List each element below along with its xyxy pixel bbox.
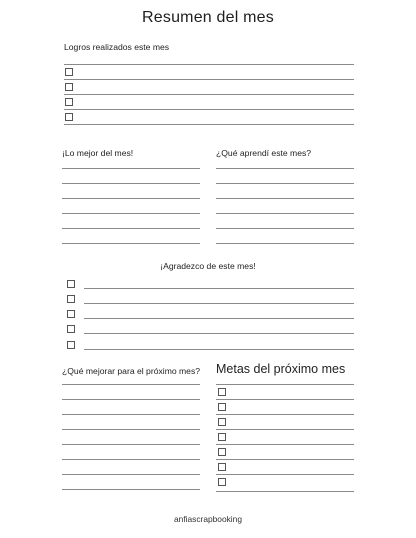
write-line[interactable]: [84, 303, 354, 304]
footer-credit: anfiascrapbooking: [174, 514, 242, 524]
write-line[interactable]: [84, 288, 354, 289]
write-line[interactable]: [62, 429, 200, 430]
write-line[interactable]: [216, 168, 354, 169]
write-line[interactable]: [62, 474, 200, 475]
checkbox[interactable]: [218, 463, 226, 471]
divider-line: [216, 459, 354, 460]
divider-line: [216, 444, 354, 445]
write-line[interactable]: [62, 183, 200, 184]
write-line[interactable]: [62, 243, 200, 244]
divider-line: [64, 64, 354, 65]
section-label-agradezco: ¡Agradezco de este mes!: [160, 261, 256, 271]
checkbox[interactable]: [218, 403, 226, 411]
checkbox[interactable]: [218, 418, 226, 426]
divider-line: [64, 124, 354, 125]
page-title: Resumen del mes: [142, 9, 274, 26]
write-line[interactable]: [62, 414, 200, 415]
write-line[interactable]: [62, 213, 200, 214]
checkbox[interactable]: [218, 388, 226, 396]
write-line[interactable]: [216, 213, 354, 214]
write-line[interactable]: [62, 399, 200, 400]
write-line[interactable]: [216, 243, 354, 244]
checkbox[interactable]: [65, 68, 73, 76]
divider-line: [64, 79, 354, 80]
checkbox[interactable]: [67, 295, 75, 303]
divider-line: [64, 94, 354, 95]
section-label-aprendi: ¿Qué aprendí este mes?: [216, 148, 312, 158]
write-line[interactable]: [62, 444, 200, 445]
write-line[interactable]: [216, 228, 354, 229]
section-label-mejorar: ¿Qué mejorar para el próximo mes?: [62, 366, 201, 376]
write-line[interactable]: [84, 349, 354, 350]
checkbox[interactable]: [65, 83, 73, 91]
section-label-logros: Logros realizados este mes: [64, 42, 170, 52]
section-label-mejor: ¡Lo mejor del mes!: [62, 148, 134, 158]
divider-line: [216, 384, 354, 385]
write-line[interactable]: [84, 333, 354, 334]
write-line[interactable]: [62, 168, 200, 169]
divider-line: [64, 109, 354, 110]
checkbox[interactable]: [67, 280, 75, 288]
checkbox[interactable]: [65, 98, 73, 106]
checkbox[interactable]: [218, 448, 226, 456]
write-line[interactable]: [216, 183, 354, 184]
checkbox[interactable]: [67, 325, 75, 333]
write-line[interactable]: [62, 228, 200, 229]
divider-line: [216, 429, 354, 430]
checkbox[interactable]: [218, 478, 226, 486]
divider-line: [216, 491, 354, 492]
checkbox[interactable]: [65, 113, 73, 121]
write-line[interactable]: [84, 318, 354, 319]
divider-line: [216, 474, 354, 475]
checkbox[interactable]: [67, 310, 75, 318]
section-label-metas: Metas del próximo mes: [216, 362, 346, 376]
checkbox[interactable]: [218, 433, 226, 441]
write-line[interactable]: [216, 198, 354, 199]
checkbox[interactable]: [67, 341, 75, 349]
write-line[interactable]: [62, 384, 200, 385]
divider-line: [216, 414, 354, 415]
write-line[interactable]: [62, 489, 200, 490]
write-line[interactable]: [62, 198, 200, 199]
divider-line: [216, 399, 354, 400]
write-line[interactable]: [62, 459, 200, 460]
